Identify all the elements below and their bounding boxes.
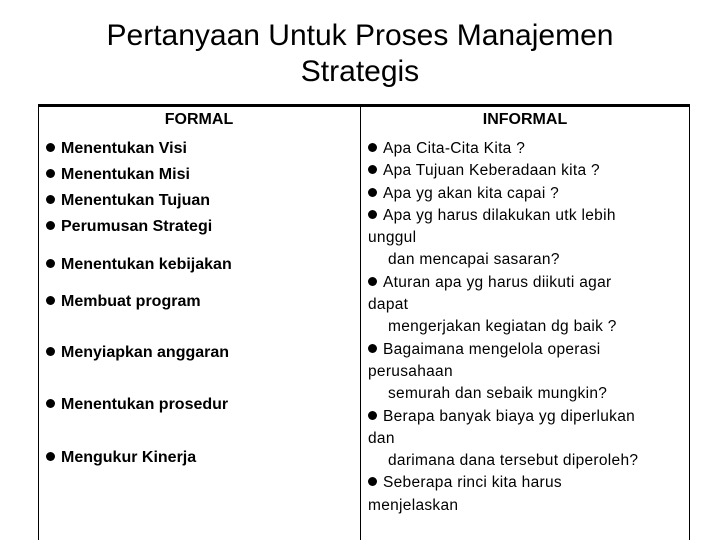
list-item: Apa Tujuan Keberadaan kita ? (368, 160, 688, 182)
list-item: Menentukan kebijakan (46, 254, 232, 276)
bullet-icon (46, 143, 55, 152)
bullet-icon (368, 165, 377, 174)
column-divider (360, 106, 361, 540)
bullet-icon (368, 210, 377, 219)
list-item: Seberapa rinci kita harus (368, 472, 688, 494)
list-item-continuation: darimana dana tersebut diperoleh? (388, 452, 639, 470)
bullet-icon (368, 277, 377, 286)
bullet-icon (46, 399, 55, 408)
list-item-continuation: dan mencapai sasaran? (388, 251, 560, 269)
list-item: Berapa banyak biaya yg diperlukan (368, 406, 688, 428)
table-right-border (689, 106, 690, 540)
bullet-icon (46, 452, 55, 461)
list-item-continuation: semurah dan sebaik mungkin? (388, 385, 608, 403)
bullet-icon (368, 344, 377, 353)
list-item-continuation: dapat (368, 296, 409, 314)
title-line-2: Strategis (300, 55, 420, 88)
list-item: Perumusan Strategi (46, 216, 212, 238)
formal-header: FORMAL (164, 111, 234, 128)
page-title (0, 18, 720, 90)
list-item: Membuat program (46, 291, 201, 313)
list-item: Menentukan Tujuan (46, 190, 210, 212)
list-item: Bagaimana mengelola operasi (368, 339, 688, 361)
informal-list (368, 138, 688, 517)
table-left-border (38, 106, 39, 540)
bullet-icon (46, 296, 55, 305)
bullet-icon (368, 477, 377, 486)
bullet-icon (46, 169, 55, 178)
bullet-icon (368, 411, 377, 420)
list-item: Menentukan Misi (46, 164, 190, 186)
list-item: Aturan apa yg harus diikuti agar (368, 272, 688, 294)
list-item-continuation: perusahaan (368, 362, 453, 380)
list-item: Mengukur Kinerja (46, 447, 196, 469)
list-item: Menyiapkan anggaran (46, 342, 229, 364)
bullet-icon (368, 188, 377, 197)
table-top-border (38, 104, 690, 107)
list-item-continuation: unggul (368, 229, 417, 247)
list-item-continuation: mengerjakan kegiatan dg baik ? (388, 318, 617, 336)
list-item: Menentukan Visi (46, 138, 187, 160)
bullet-icon (46, 259, 55, 268)
bullet-icon (46, 195, 55, 204)
bullet-icon (368, 143, 377, 152)
list-item: Apa Cita-Cita Kita ? (368, 138, 688, 160)
title-line-1: Pertanyaan Untuk Proses Manajemen (106, 19, 614, 52)
list-item-continuation: menjelaskan (368, 496, 459, 514)
list-item: Apa yg akan kita capai ? (368, 183, 688, 205)
list-item: Menentukan prosedur (46, 394, 228, 416)
informal-header: INFORMAL (482, 111, 568, 128)
bullet-icon (46, 221, 55, 230)
bullet-icon (46, 347, 55, 356)
list-item-continuation: dan (368, 429, 395, 447)
list-item: Apa yg harus dilakukan utk lebih (368, 205, 688, 227)
